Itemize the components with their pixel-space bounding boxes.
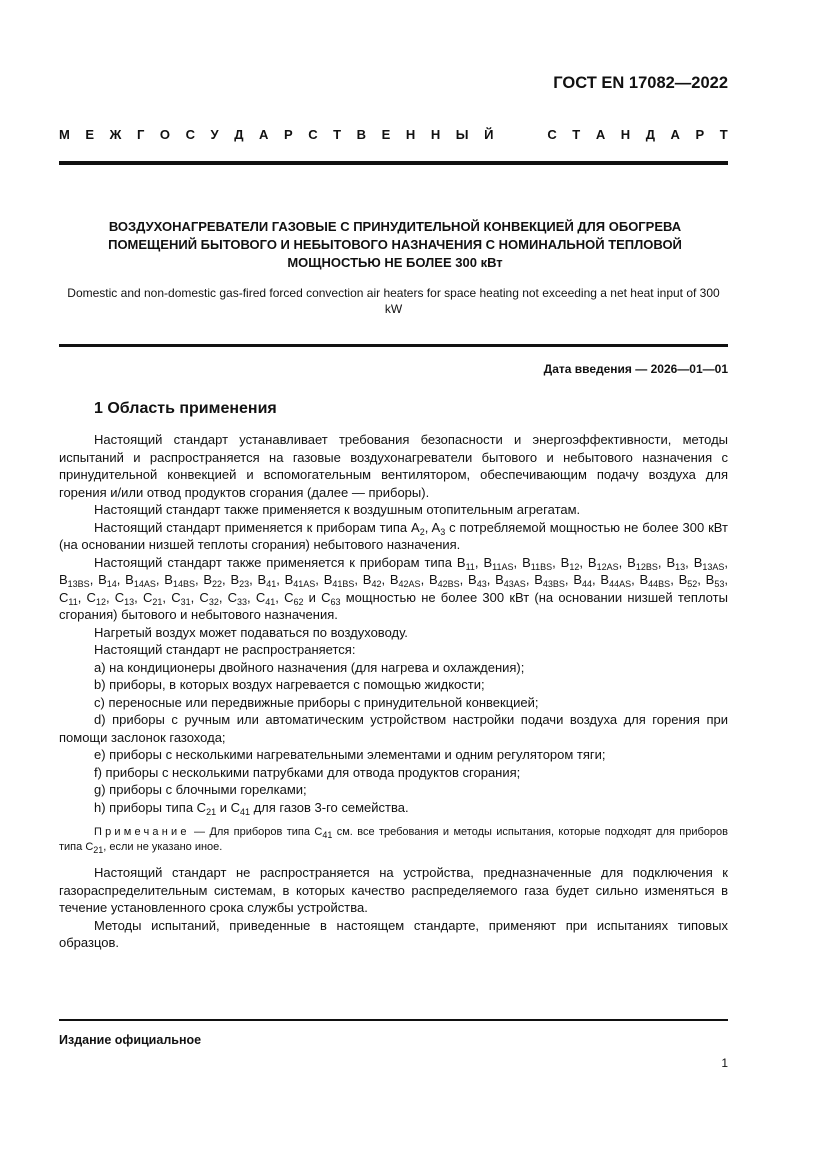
document-number: ГОСТ EN 17082—2022 <box>553 74 728 92</box>
banner-letter: Т <box>572 127 581 142</box>
list-item: c) переносные или передвижные приборы с принудительной конвекцией; <box>94 694 539 710</box>
banner-letter: С <box>308 127 318 142</box>
banner-letter: У <box>210 127 219 142</box>
paragraph: Настоящий стандарт применяется к приборам типа $A_2$, $A_3$ с потребляемой мощностью не более 300 кВт (на основании низшей теплоты сгорания) небытового назначения. <box>59 519 728 552</box>
page-number: 1 <box>721 1056 728 1070</box>
note: Примечание — Для приборов типа $C_{41}$ см. все требования и методы испытания, которые подходят для приборов типа $C_{21}$, если не указано иное. <box>59 826 728 855</box>
body-text <box>59 431 728 952</box>
banner-letter: В <box>356 127 367 142</box>
banner-letter: С <box>547 127 557 142</box>
interstate-standard-banner <box>59 127 728 142</box>
paragraph: Нагретый воздух может подаваться по воздуховоду. <box>94 624 408 640</box>
banner-letter: Р <box>283 127 293 142</box>
title-russian: ВОЗДУХОНАГРЕВАТЕЛИ ГАЗОВЫЕ С ПРИНУДИТЕЛЬНОЙ КОНВЕКЦИЕЙ ДЛЯ ОБОГРЕВА ПОМЕЩЕНИЙ БЫТОВОГО И НЕБЫТОВОГО НАЗНАЧЕНИЯ С НОМИНАЛЬНОЙ ТЕПЛОВОЙ МОЩНОСТЬЮ НЕ БОЛЕЕ 300 кВт <box>108 219 682 270</box>
banner-letter: Ы <box>455 127 469 142</box>
list-item: g) приборы с блочными горелками; <box>94 782 307 797</box>
paragraph-appliance-types: Настоящий стандарт также применяется к приборам типа $B_{11}$, $B_{11AS}$, $B_{11BS}$, $B_{12}$, $B_{12AS}$, $B_{12BS}$, $B_{13}$, $B_{13AS}$, $B_{13BS}$, $B_{14}$, $B_{14AS}$, $B_{14BS}$, $B_{22}$, $B_{23}$, $B_{41}$, $B_{41AS}$, $B_{41BS}$, $B_{42}$, $B_{42AS}$, $B_{42BS}$, $B_{43}$, $B_{43AS}$, $B_{43BS}$, $B_{44}$, $B_{44AS}$, $B_{44BS}$, $B_{52}$, $B_{53}$, $C_{11}$, $C_{12}$, $C_{13}$, $C_{21}$, $C_{31}$, $C_{32}$, $C_{33}$, $C_{41}$, $C_{62}$ и $C_{63}$ мощностью не более 300 кВт (на основании низшей теплоты сгорания) бытового и небытового назначения. <box>59 554 729 622</box>
list-item: d) приборы с ручным или автоматическим устройством настройки подачи воздуха для горения при помощи заслонок газохода; <box>59 712 728 745</box>
banner-letter: Г <box>136 127 145 142</box>
paragraph: Настоящий стандарт не распространяется: <box>94 642 356 657</box>
title-rule <box>59 344 728 347</box>
top-rule <box>59 161 728 165</box>
banner-letter: Ж <box>109 127 122 142</box>
banner-letter: Н <box>620 127 631 142</box>
banner-letter: А <box>259 127 269 142</box>
paragraph: Методы испытаний, приведенные в настоящем стандарте, применяют при испытаниях типовых образцов. <box>59 917 728 950</box>
footer-rule <box>59 1019 728 1021</box>
list-item: a) на кондиционеры двойного назначения (для нагрева и охлаждения); <box>94 659 525 675</box>
banner-letter: Д <box>234 127 244 142</box>
banner-letter: Р <box>695 127 705 142</box>
official-edition-label: Издание официальное <box>59 1033 202 1047</box>
exclusion-list <box>59 659 728 799</box>
banner-letter: Е <box>381 127 391 142</box>
paragraph: Настоящий стандарт не распространяется на устройства, предназначенные для подключения к газораспределительным системам, в которых качество распределяемого газа будет сильно изменяться в течение установленного срока службы устройства. <box>59 865 728 915</box>
banner-letter: С <box>185 127 195 142</box>
paragraph: Настоящий стандарт также применяется к воздушным отопительным агрегатам. <box>94 502 581 517</box>
banner-letter: Н <box>430 127 441 142</box>
banner-letter: А <box>670 127 680 142</box>
banner-letter: Й <box>484 127 494 142</box>
list-item: b) приборы, в которых воздух нагревается с помощью жидкости; <box>94 677 485 692</box>
banner-letter <box>509 127 513 142</box>
list-item: f) приборы с несколькими патрубками для отвода продуктов сгорания; <box>94 764 521 780</box>
introduction-date: Дата введения — 2026—01—01 <box>543 362 728 376</box>
banner-letter: А <box>595 127 606 142</box>
banner-letter: Т <box>333 127 342 142</box>
banner-letter: Т <box>719 127 728 142</box>
list-item: e) приборы с несколькими нагревательными элементами и одним регулятором тяги; <box>94 747 606 762</box>
section-title: 1 Область применения <box>94 400 277 417</box>
banner-letter: Е <box>85 127 95 142</box>
banner-letter <box>528 127 532 142</box>
banner-letter: О <box>159 127 171 142</box>
banner-letter: М <box>59 127 70 142</box>
banner-letter: Н <box>405 127 416 142</box>
banner-letter: Д <box>645 127 655 142</box>
paragraph: Настоящий стандарт устанавливает требования безопасности и энергоэффективности, методы испытаний и распространяется на газовые воздухонагреватели бытового и небытового назначения с принудительной конвекцией и вспомогательным вентилятором, обеспечивающим подачу воздуха для горения и/или отвод продуктов сгорания (далее — приборы). <box>59 432 728 500</box>
title-english: Domestic and non-domestic gas-fired forced convection air heaters for space heating not exceeding a net heat input of 300 kW <box>67 286 720 316</box>
list-item: h) приборы типа $C_{21}$ и $C_{41}$ для газов 3-го семейства. <box>94 799 409 817</box>
